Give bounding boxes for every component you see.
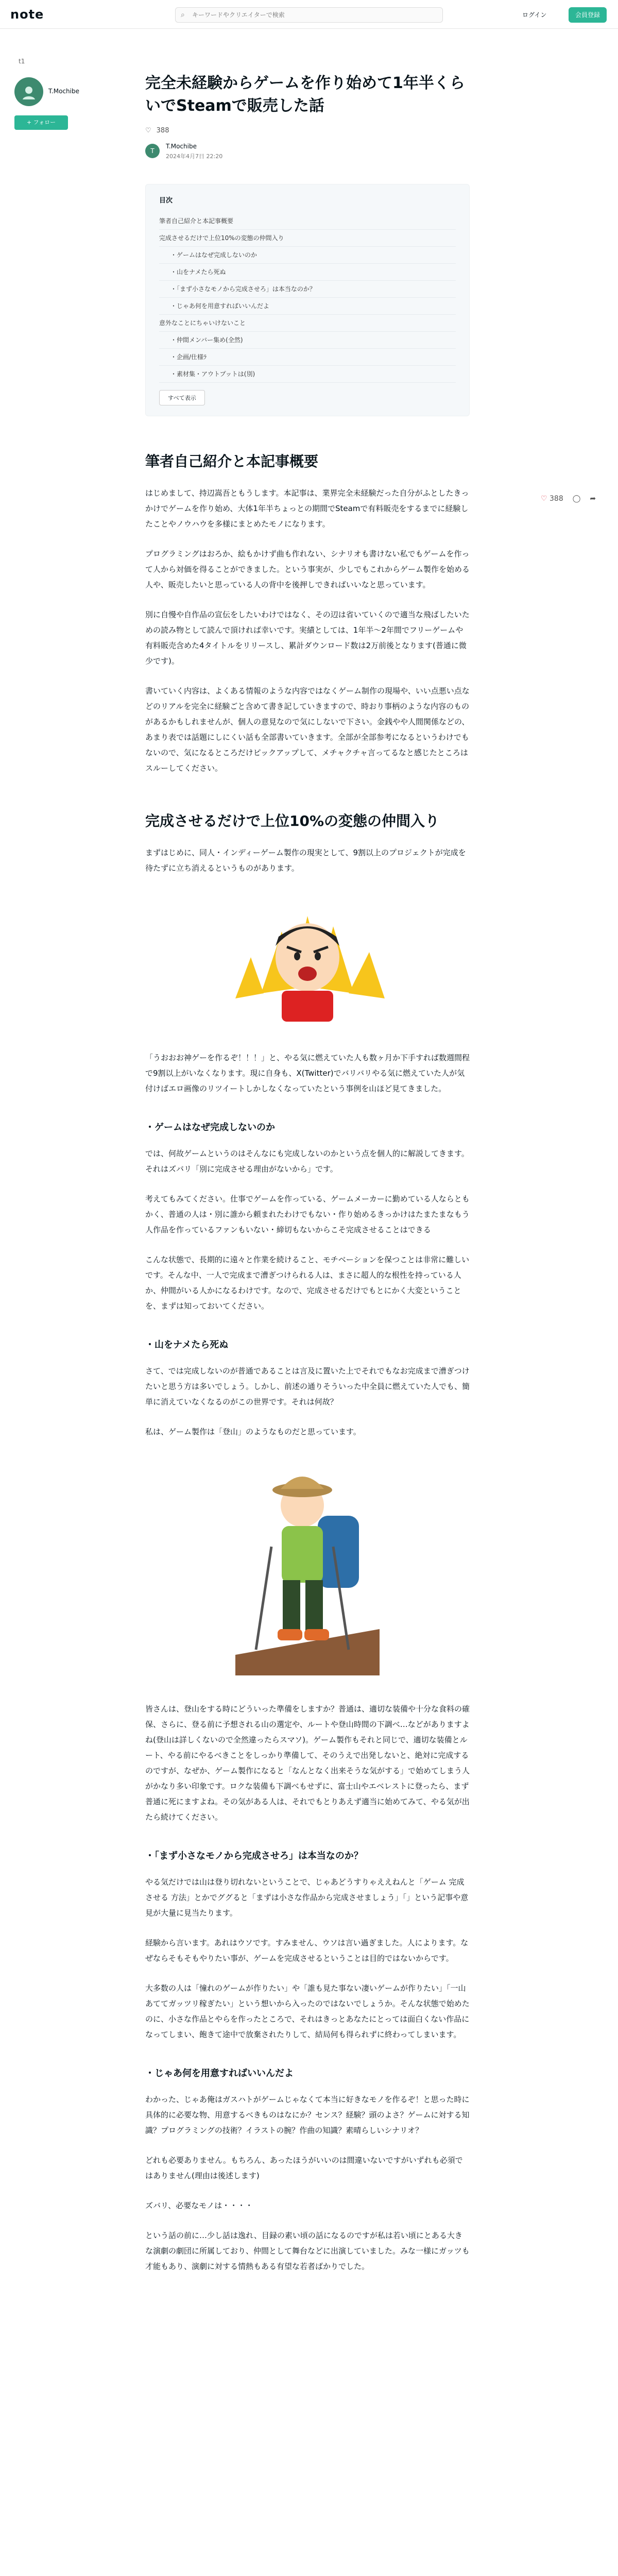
section-heading: 筆者自己紹介と本記事概要 <box>145 453 319 470</box>
paragraph: こんな状態で、長期的に遠々と作業を続けること、モチベーションを保つことは非常に難しいです。そんな中、一人で完成まで漕ぎつけられる人は、まさに超人的な根性を持っている人か、仲間がいる人かになるわけです。なので、完成させるだけでもとにかく大変ということを、まずは知っておいてください。 <box>145 1255 470 1311</box>
like-summary <box>145 127 470 134</box>
search-input[interactable] <box>192 10 434 20</box>
paragraph: ズバリ、必要なモノは・・・・ <box>145 2201 253 2210</box>
toc-show-all-button[interactable]: すべて表示 <box>159 390 205 405</box>
paragraph: 私は、ゲーム製作は「登山」のようなものだと思っています。 <box>145 1427 361 1436</box>
subheading: ・ゲームはなぜ完成しないのか <box>145 1122 275 1133</box>
paragraph: さて、では完成しないのが普通であることは言及に置いた上でそれでもなお完成まで漕ぎつけたいと思う方は多いでしょう。しかし、前述の通りそういった中全員に燃えていた人でも、簡単に消えていなくなるのがこの世界です。それは何故？ <box>145 1366 470 1406</box>
like-button[interactable]: ♡ 388 <box>541 495 563 503</box>
action-rail <box>541 495 596 503</box>
author-avatar[interactable]: T <box>145 144 160 158</box>
article-title: 完全未経験からゲームを作り始めて1年半くらいでSteamで販売した話 <box>145 74 465 115</box>
comment-icon[interactable]: ◯ <box>572 495 581 503</box>
paragraph: どれも必要ありません。もちろん、あったほうがいいのは間違いないですがいずれも必須ではありません(理由は後述します) <box>145 2156 463 2180</box>
toc-heading: 目次 <box>159 197 173 205</box>
author-sidebar <box>14 77 92 130</box>
toc-item[interactable]: ・仲間メンバー集め(全然) <box>159 332 456 349</box>
paragraph: 書いていく内容は、よくある情報のような内容ではなくゲーム制作の現場や、いい点悪い点などのリアルを完全に経験ごと含めて書き記していきますので、時おり事柄のような内容のものがあるかもしれませんが、個人の意見なので気にしないで下さい。金銭やや人間関係などの、あまり表では話題にしにくい話も全部書いていきます。全部が全部参考になるというわけでもないので、気になるところだけピックアップして、メチャクチャ言ってるなと感じたところはスルーしてください。 <box>145 686 470 773</box>
toc-item[interactable]: ・ゲームはなぜ完成しないのか <box>159 247 456 264</box>
paragraph: 皆さんは、登山をする時にどういった準備をしますか？普通は、適切な装備や十分な食料の確保、さらに、登る前に予想される山の選定や、ルートや登山時間の下調べ…などがありますよね(登山は詳しくないので全然違ったらスマソ)。ゲーム製作もそれと同じで、適切な装備とルート、やる前にやるべきことをしっかり準備して、そのうえで出発しないと、絶対に完成するのですが、なぜか、ゲーム製作になると「なんとなく出来そうな気がする」で始めてしまう人がかなり多い印象です。ロクな装備も下調べもせずに、富士山やエベレストに登ったら、まず普通に死にますよね。その気がある人は、それでもとりあえず適当に始めてみて、やる気が出たら続けてください。 <box>145 1704 470 1822</box>
note-logo[interactable]: note <box>10 7 44 22</box>
signup-button[interactable]: 会員登録 <box>569 7 607 23</box>
angry-character-illustration <box>145 890 470 1029</box>
login-button[interactable]: ログイン <box>522 11 547 19</box>
paragraph: という話の前に…少し話は逸れ、目録の素い頃の話になるのですが私は若い頃にとある大きな演劇の劇団に所属しており、仲間として舞台などに出演していました。みな一様にガッツも才能もあり、演劇に対する情熱もある有望な若者ばかりでした。 <box>145 2231 470 2271</box>
paragraph: やる気だけでは山は登り切れないということで、じゃあどうすりゃええねんと「ゲーム 完成させる 方法」とかでググると「まずは小さな作品から完成させましょう」「」という記事や意見が大量に見当たります。 <box>145 1877 469 1918</box>
toc-item[interactable]: ・素材集・アウトプットは(別) <box>159 366 456 383</box>
follow-button[interactable]: + フォロー <box>14 115 68 130</box>
toc-item[interactable]: ・「まず小さなモノから完成させろ」は本当なのか？ <box>159 281 456 298</box>
toc-item[interactable]: ・山をナメたら死ぬ <box>159 264 456 281</box>
like-count-top: 388 <box>156 127 169 134</box>
heart-icon[interactable]: ♡ <box>145 127 151 134</box>
paragraph: まずはじめに、同人・インディーゲーム製作の現実として、9割以上のプロジェクトが完成を待たずに立ち消えるというものがあります。 <box>145 848 466 873</box>
section-heading: 完成させるだけで上位10%の変態の仲間入り <box>145 812 440 829</box>
site-header <box>0 0 618 29</box>
subheading: ・山をナメたら死ぬ <box>145 1340 229 1350</box>
toc-item[interactable]: 完成させるだけで上位10%の変態の仲間入り <box>159 230 456 247</box>
like-count: 388 <box>550 495 563 503</box>
avatar-face-icon <box>20 83 38 100</box>
author-name-small[interactable]: T.Mochibe <box>166 143 197 150</box>
share-icon[interactable]: ➦ <box>590 495 596 503</box>
paragraph: では、何故ゲームというのはそんなにも完成しないのかという点を個人的に解説してきます。それはズバリ「別に完成させる理由がないから」です。 <box>145 1149 469 1174</box>
author-row <box>145 143 470 163</box>
angry-boy-image <box>215 895 400 1024</box>
paragraph: 大多数の人は「憧れのゲームが作りたい」や「誰も見た事ない凄いゲームが作りたい」「一山あててガッツリ稼ぎたい」という想いから入ったのではないでしょうか。そんな状態で始めたのに、小さな作品とやらを作ったところで、それはきっとあなたにとっては面白くない作品になってしまい、飽きて途中で放棄されたりして、結局何も得られずに終わってしまいます。 <box>145 1984 470 2039</box>
paragraph: わかった、じゃあ俺はガスハトがゲームじゃなくて本当に好きなモノを作るぞ！と思った時に具体的に必要な物、用意するべきものはなにか？センス？経験？頭のよさ？ゲームに対する知識？プログラミングの技術？イラストの腕？作曲の知識？素晴らしいシナリオ？ <box>145 2095 470 2135</box>
author-name[interactable]: T.Mochibe <box>48 88 79 95</box>
article-body <box>145 72 470 2289</box>
paragraph: 経験から言います。あれはウソです。すみません、ウソは言い過ぎました。人によります。なぜならそもそもやりたい事が、ゲームを完成させるということは目的ではないからです。 <box>145 1938 469 1963</box>
publish-date: 2024年4月7日 22:20 <box>166 153 223 160</box>
paragraph: プログラミングはおろか、絵もかけず曲も作れない、シナリオも書けない私でもゲームを作って人から対価を得ることができました。という事実が、少しでもこれからゲーム製作を始める人や、販売したいと思っている人の背中を後押しできればいいなと思っています。 <box>145 549 470 589</box>
search-box[interactable] <box>175 7 443 23</box>
paragraph: 「うおおお神ゲーを作るぞ！！！」と、やる気に燃えていた人も数ヶ月か下手すれば数週間程で9割以上がいなくなります。現に自身も、X(Twitter)でバリバリやる気に燃えていた人が気付けばエロ画像のリツイートしかしなくなっていたという事例を山ほど見てきました。 <box>145 1053 470 1093</box>
toc-item[interactable]: 意外なことにちゃいけないこと <box>159 315 456 332</box>
paragraph: 考えてもみてください。仕事でゲームを作っている、ゲームメーカーに勤めている人ならともかく、普通の人は・別に誰から頼まれたわけでもない・作り始めるきっかけはたまたまなもう人作品を作っているファンもいない・締切もないからこそ完成させることはできる <box>145 1194 470 1234</box>
search-icon: ⌕ <box>181 11 185 19</box>
subheading: ・じゃあ何を用意すればいいんだよ <box>145 2068 294 2079</box>
toc-item[interactable]: ・じゃあ何を用意すればいいんだよ <box>159 298 456 315</box>
breadcrumb[interactable]: t1 <box>19 58 25 65</box>
hiker-illustration <box>145 1454 470 1681</box>
toc-item[interactable]: ・企画/仕様ﾗ <box>159 349 456 366</box>
toc-item[interactable]: 筆者自己紹介と本記事概要 <box>159 213 456 230</box>
paragraph: 別に自慢や自作品の宣伝をしたいわけではなく、その辺は省いていくので適当な飛ばしたいための読み物として読んで頂ければ幸いです。実績としては、1年半〜2年間でフリーゲームや有料販売含めた4タイトルをリリースし、累計ダウンロード数は2万前後となります(普通に微少です)。 <box>145 610 470 666</box>
table-of-contents <box>145 184 470 416</box>
hiker-image <box>220 1459 395 1675</box>
paragraph: はじめまして、持辺嵩吾ともうします。本記事は、業界完全未経験だった自分がふとしたきっかけでゲームを作り始め、大体1年半ちょっとの期間でSteamで有料販売をするまでに経験したことやノウハウを多様にまとめたモノになります。 <box>145 488 469 529</box>
avatar[interactable] <box>14 77 43 106</box>
subheading: ・「まず小さなモノから完成させろ」は本当なのか？ <box>145 1851 363 1861</box>
